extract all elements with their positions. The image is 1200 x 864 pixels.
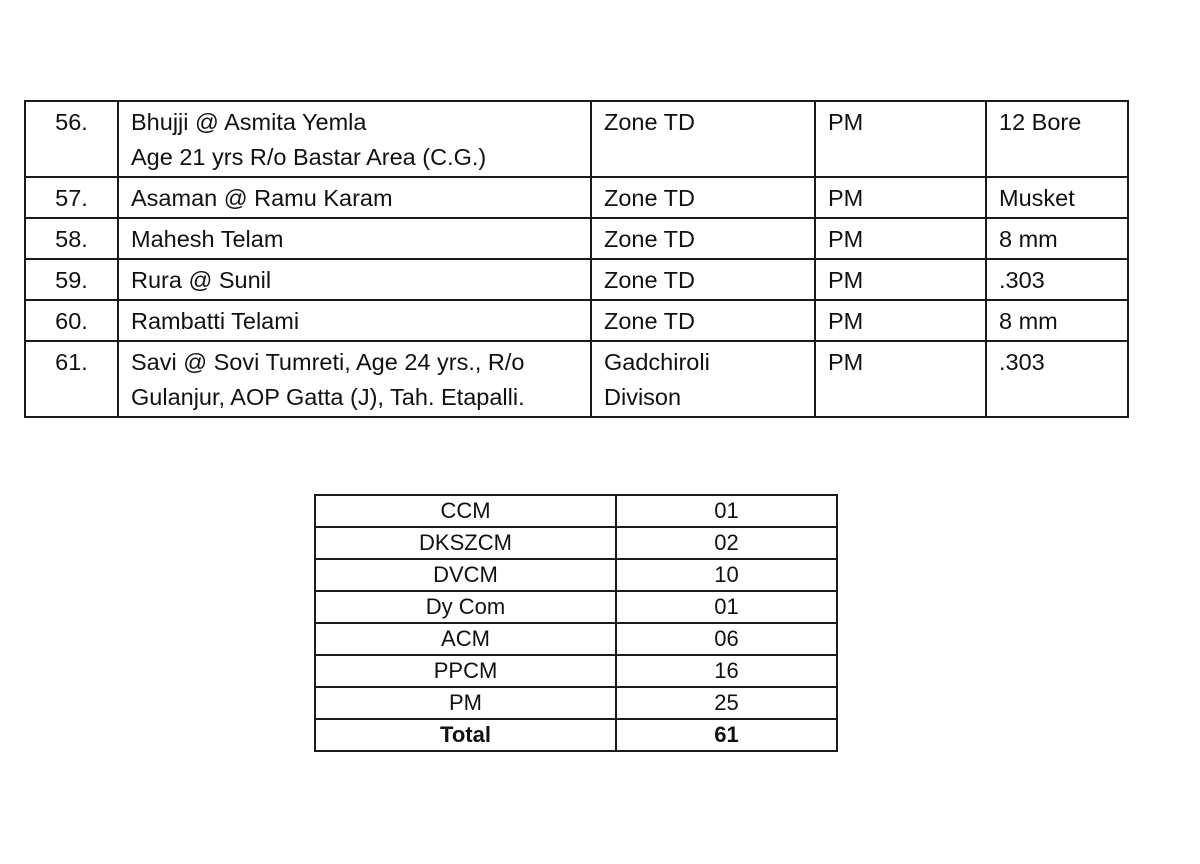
- name-line: Rambatti Telami: [131, 308, 300, 334]
- rank-cell: PM: [815, 177, 986, 218]
- area-cell: [591, 259, 815, 300]
- rank-cell: PM: [815, 259, 986, 300]
- summary-count-cell: 02: [616, 527, 837, 559]
- rank-cell: PM: [815, 341, 986, 417]
- summary-row: [315, 687, 837, 719]
- table-row: [25, 218, 1128, 259]
- weapon-cell: 12 Bore: [986, 101, 1128, 177]
- weapon-cell: Musket: [986, 177, 1128, 218]
- summary-label-cell: CCM: [315, 495, 616, 527]
- summary-label-cell: DVCM: [315, 559, 616, 591]
- summary-total-count: 61: [616, 719, 837, 751]
- summary-row: [315, 495, 837, 527]
- table-row: [25, 101, 1128, 177]
- table-row: [25, 177, 1128, 218]
- summary-label-cell: ACM: [315, 623, 616, 655]
- table-row: [25, 259, 1128, 300]
- name-cell: [118, 259, 591, 300]
- rank-cell: PM: [815, 218, 986, 259]
- serial-number-cell: 56.: [25, 101, 118, 177]
- summary-count-cell: 01: [616, 591, 837, 623]
- table-row: [25, 341, 1128, 417]
- summary-count-cell: 10: [616, 559, 837, 591]
- summary-row: [315, 591, 837, 623]
- summary-total-row: [315, 719, 837, 751]
- name-cell: [118, 177, 591, 218]
- roster-table-body: [25, 101, 1128, 417]
- area-line: Zone TD: [604, 226, 695, 252]
- summary-table: [314, 494, 838, 752]
- name-line: Savi @ Sovi Tumreti, Age 24 yrs., R/o: [131, 349, 525, 375]
- summary-label-cell: Dy Com: [315, 591, 616, 623]
- summary-row: [315, 527, 837, 559]
- name-cell: [118, 101, 591, 177]
- serial-number-cell: 57.: [25, 177, 118, 218]
- area-line: Zone TD: [604, 185, 695, 211]
- name-line: Age 21 yrs R/o Bastar Area (C.G.): [131, 144, 487, 170]
- rank-cell: PM: [815, 300, 986, 341]
- name-cell: [118, 300, 591, 341]
- weapon-cell: 8 mm: [986, 300, 1128, 341]
- name-line: Mahesh Telam: [131, 226, 284, 252]
- summary-count-cell: 06: [616, 623, 837, 655]
- area-cell: [591, 341, 815, 417]
- name-line: Rura @ Sunil: [131, 267, 272, 293]
- area-cell: [591, 177, 815, 218]
- roster-table: [24, 100, 1129, 418]
- summary-row: [315, 559, 837, 591]
- rank-cell: PM: [815, 101, 986, 177]
- weapon-cell: .303: [986, 341, 1128, 417]
- area-cell: [591, 101, 815, 177]
- summary-count-cell: 16: [616, 655, 837, 687]
- summary-row: [315, 623, 837, 655]
- area-line: Zone TD: [604, 267, 695, 293]
- area-line: Zone TD: [604, 308, 695, 334]
- name-line: Gulanjur, AOP Gatta (J), Tah. Etapalli.: [131, 384, 525, 410]
- serial-number-cell: 60.: [25, 300, 118, 341]
- table-row: [25, 300, 1128, 341]
- area-cell: [591, 300, 815, 341]
- area-cell: [591, 218, 815, 259]
- name-line: Bhujji @ Asmita Yemla: [131, 109, 367, 135]
- summary-count-cell: 25: [616, 687, 837, 719]
- summary-table-body: [315, 495, 837, 751]
- summary-label-cell: DKSZCM: [315, 527, 616, 559]
- summary-total-label: Total: [315, 719, 616, 751]
- serial-number-cell: 59.: [25, 259, 118, 300]
- summary-label-cell: PPCM: [315, 655, 616, 687]
- summary-count-cell: 01: [616, 495, 837, 527]
- serial-number-cell: 58.: [25, 218, 118, 259]
- name-cell: [118, 341, 591, 417]
- summary-label-cell: PM: [315, 687, 616, 719]
- area-line: Divison: [604, 384, 682, 410]
- name-cell: [118, 218, 591, 259]
- weapon-cell: 8 mm: [986, 218, 1128, 259]
- summary-row: [315, 655, 837, 687]
- area-line: Zone TD: [604, 109, 695, 135]
- weapon-cell: .303: [986, 259, 1128, 300]
- name-line: Asaman @ Ramu Karam: [131, 185, 393, 211]
- area-line: Gadchiroli: [604, 349, 710, 375]
- serial-number-cell: 61.: [25, 341, 118, 417]
